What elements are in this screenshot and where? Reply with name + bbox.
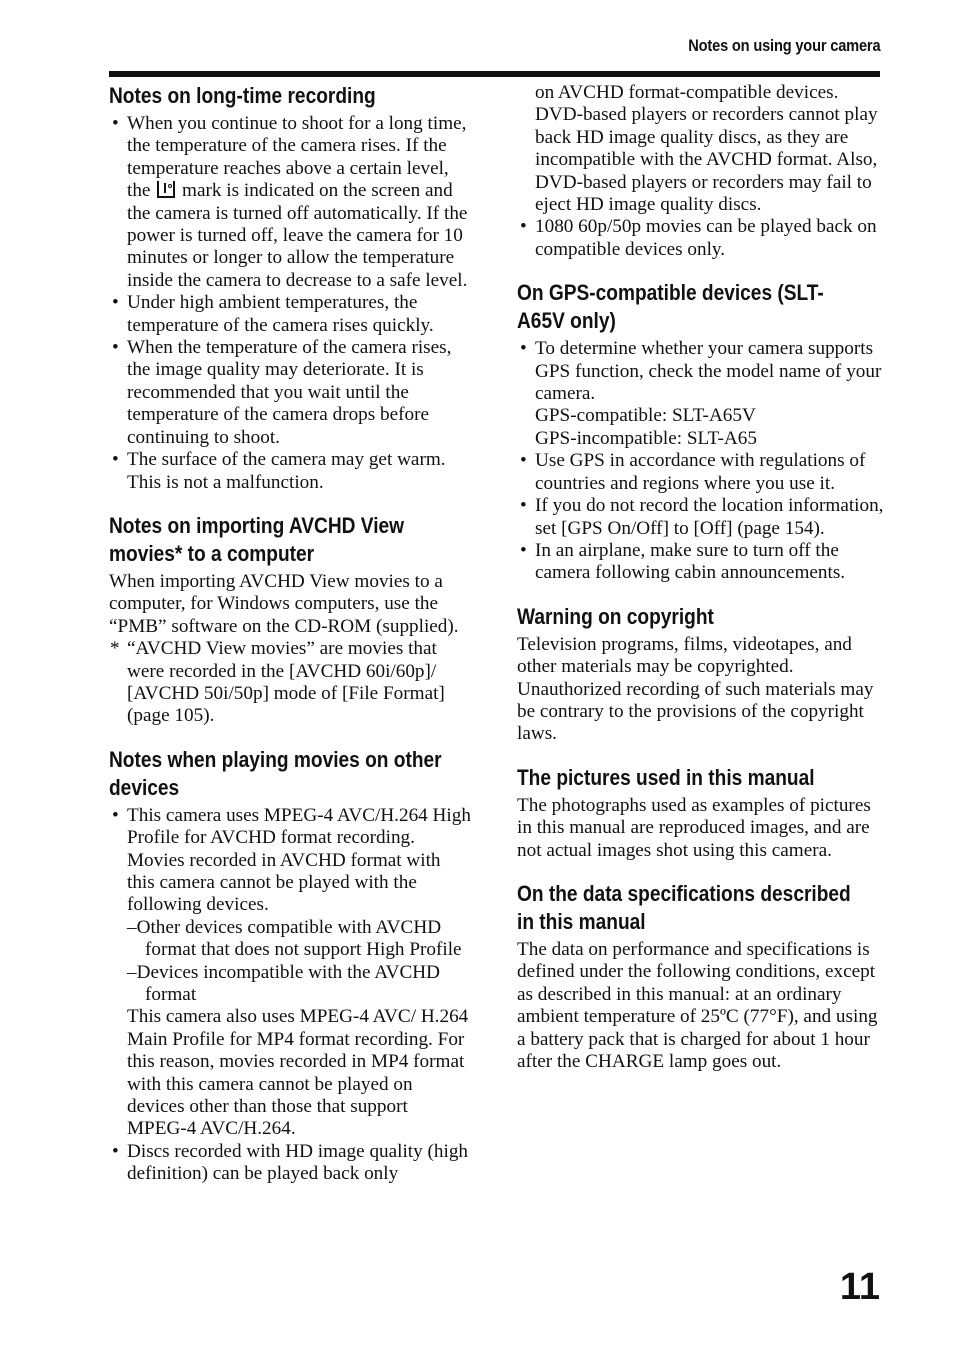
footnote-item: * “AVCHD View movies” are movies that were recorded in the [AVCHD 60i/60p]/ [AVCHD 50i/50p] mode of [File Format] (page 105). bbox=[109, 638, 471, 728]
heading-long-time-recording: Notes on long-time recording bbox=[109, 83, 376, 108]
list-item: • The surface of the camera may get warm. This is not a malfunction. bbox=[109, 449, 471, 494]
left-column bbox=[109, 82, 471, 1186]
pictures-paragraph: The photographs used as examples of pictures in this manual are reproduced images, and are not actual images shot using this camera. bbox=[517, 794, 871, 861]
temperature-warning-icon bbox=[157, 181, 175, 198]
list-item: • Under high ambient temperatures, the temperature of the camera rises quickly. bbox=[109, 292, 471, 337]
list-item: • When the temperature of the camera rises, the image quality may deteriorate. It is recommended that you wait until the temperature of the camera drops before continuing to shoot. bbox=[109, 337, 471, 449]
right-column bbox=[517, 82, 885, 1073]
continued-text: on AVCHD format-compatible devices. DVD-based players or recorders cannot play back HD image quality discs, as they are incompatible with the AVCHD format. Also, DVD-based players or recorders may fail to eject HD image quality discs. bbox=[535, 82, 878, 216]
playing-movies-list bbox=[109, 805, 471, 1186]
list-item: • Use GPS in accordance with regulations of countries and regions where you use it. bbox=[517, 450, 885, 495]
long-time-recording-list bbox=[109, 113, 471, 494]
bullet-text: mark is indicated on the screen and the camera is turned off automatically. If the power is turned off, leave the camera for 10 minutes or longer to allow the temperature inside the camera to decrease to a safe level. bbox=[127, 180, 468, 291]
header-rule bbox=[109, 71, 880, 77]
heading-data-specifications: On the data specifications described in this manual bbox=[517, 880, 851, 934]
list-item: • In an airplane, make sure to turn off the camera following cabin announcements. bbox=[517, 540, 885, 585]
list-item: • 1080 60p/50p movies can be played back on compatible devices only. bbox=[517, 216, 885, 261]
continued-list bbox=[517, 82, 885, 261]
list-item: • If you do not record the location information, set [GPS On/Off] to [Off] (page 154). bbox=[517, 495, 885, 540]
bullet-text: This camera uses MPEG-4 AVC/H.264 High Profile for AVCHD format recording. Movies recorded in AVCHD format with this camera cannot be played with the following devices. bbox=[127, 804, 471, 916]
heading-importing-avchd: Notes on importing AVCHD View movies* to a computer bbox=[109, 512, 405, 566]
list-item bbox=[109, 113, 471, 292]
importing-note-list bbox=[109, 638, 471, 728]
gps-compatible-line: GPS-compatible: SLT-A65V bbox=[535, 405, 756, 427]
dash-item: –Devices incompatible with the AVCHD format bbox=[127, 961, 440, 1005]
bullet-text: To determine whether your camera supports GPS function, check the model name of your camera. bbox=[535, 338, 882, 405]
running-head: Notes on using your camera bbox=[687, 36, 880, 55]
gps-list bbox=[517, 338, 885, 584]
page-number: 11 bbox=[839, 1266, 880, 1308]
importing-paragraph: When importing AVCHD View movies to a computer, for Windows computers, use the “PMB” software on the CD-ROM (supplied). bbox=[109, 570, 459, 637]
copyright-paragraph: Television programs, films, videotapes, and other materials may be copyrighted. Unauthorized recording of such materials may be contrary to the provisions of the copyright laws. bbox=[517, 633, 874, 745]
list-item: • Discs recorded with HD image quality (high definition) can be played back only bbox=[109, 1141, 471, 1186]
dash-item: –Other devices compatible with AVCHD format that does not support High Profile bbox=[127, 916, 462, 961]
list-item bbox=[517, 338, 885, 450]
list-item bbox=[109, 805, 471, 1141]
continuation-text: This camera also uses MPEG-4 AVC/ H.264 Main Profile for MP4 format recording. For this reason, movies recorded in MP4 format with this camera cannot be played on devices other than those that support MPEG-4 AVC/H.264. bbox=[127, 1006, 469, 1140]
heading-pictures: The pictures used in this manual bbox=[517, 764, 815, 790]
heading-playing-movies: Notes when playing movies on other devices bbox=[109, 746, 442, 800]
heading-copyright: Warning on copyright bbox=[517, 603, 714, 629]
heading-gps-devices: On GPS-compatible devices (SLT- A65V only) bbox=[517, 280, 824, 334]
bullet-text: When you continue to shoot for a long time, the temperature of the camera rises. If the temperature reaches above a certain level, the bbox=[127, 113, 467, 202]
specifications-paragraph: The data on performance and specifications is defined under the following conditions, except as described in this manual: at an ordinary ambient temperature of 25ºC (77°F), and using a battery pack that is charged for about 1 hour after the CHARGE lamp goes out. bbox=[517, 938, 878, 1072]
gps-incompatible-line: GPS-incompatible: SLT-A65 bbox=[535, 427, 757, 449]
